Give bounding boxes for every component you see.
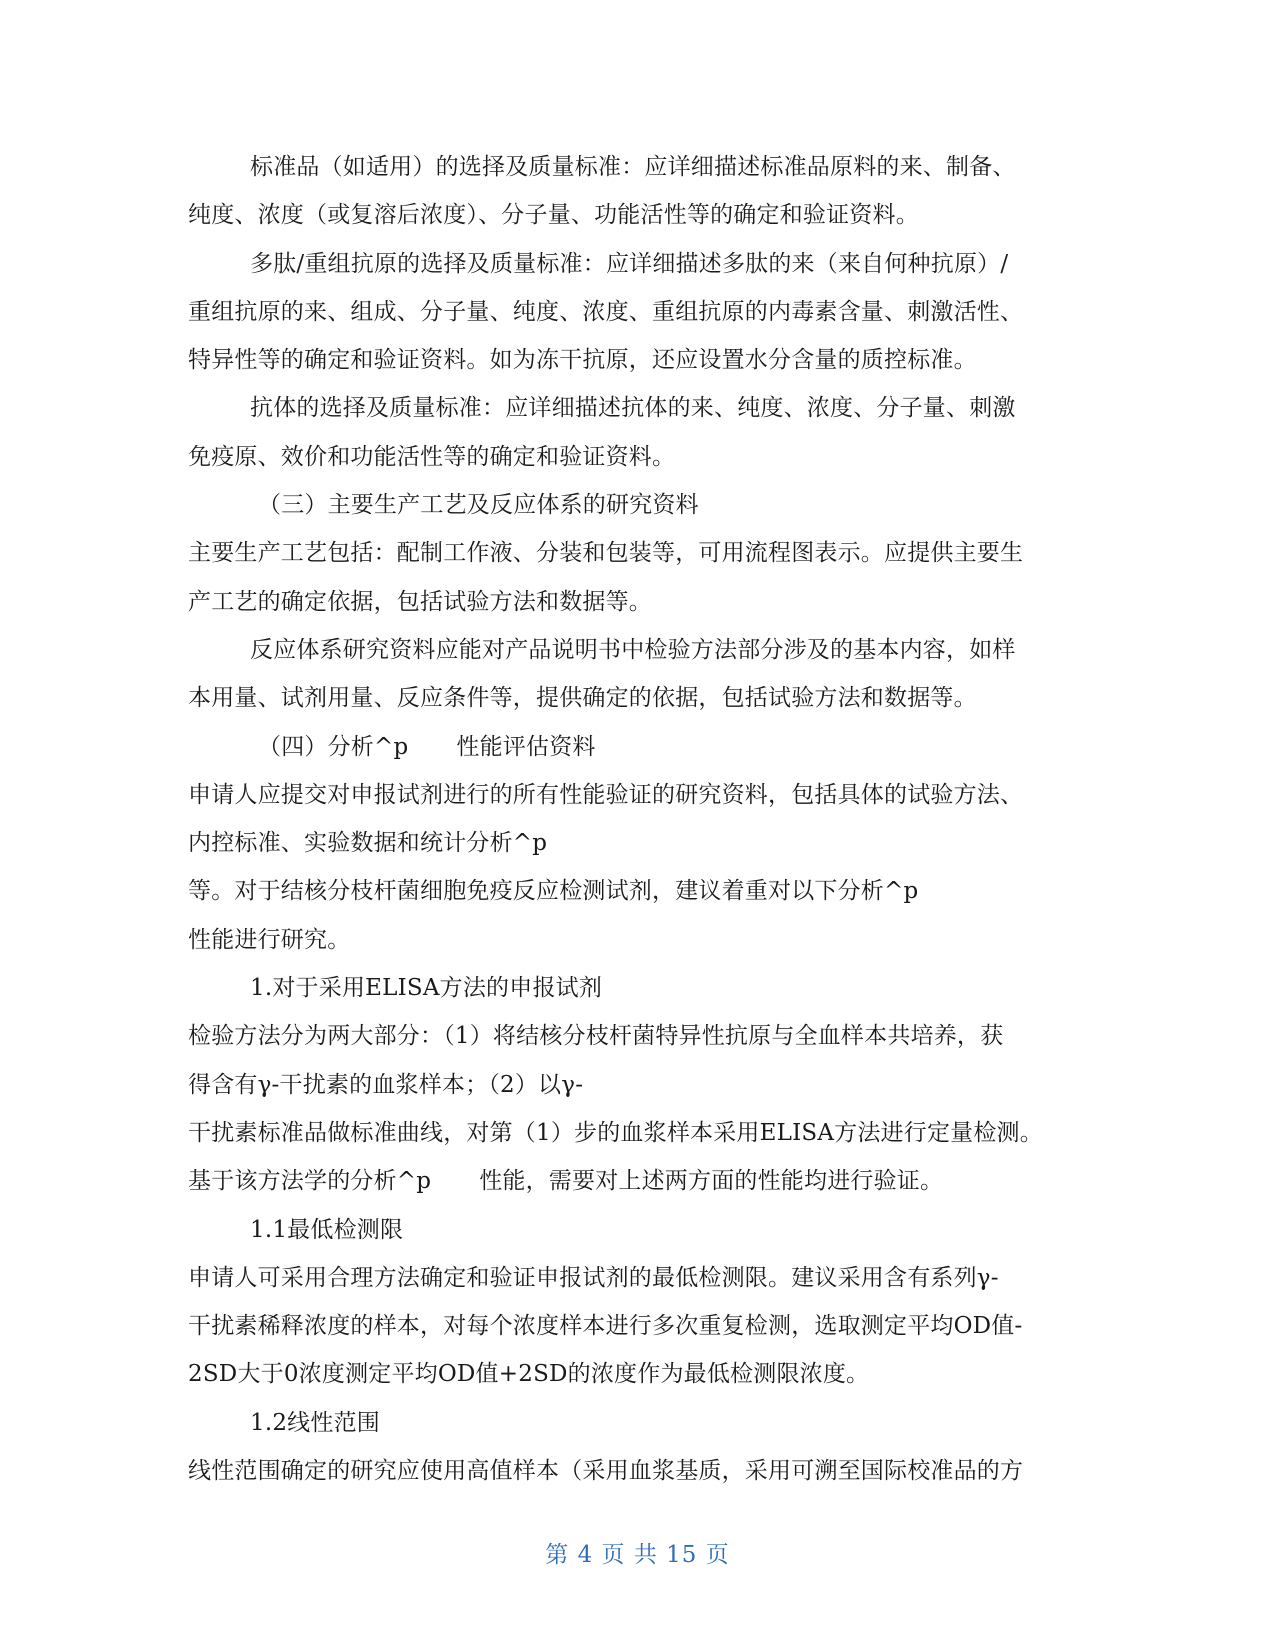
footer-mid: 页 共 — [601, 1542, 658, 1568]
page-footer — [0, 1536, 1275, 1569]
paragraph-line: 2SD大于0浓度测定平均OD值+2SD的浓度作为最低检测限浓度。 — [188, 1361, 870, 1388]
paragraph-line: 反应体系研究资料应能对产品说明书中检验方法部分涉及的基本内容，如样 — [250, 636, 1016, 663]
paragraph-line: 得含有γ-干扰素的血浆样本；（2）以γ- — [188, 1071, 584, 1098]
section-heading-part: 性能评估资料 — [456, 733, 596, 760]
section-heading-part: （四）分析^p — [258, 733, 409, 760]
paragraph-line-part: 基于该方法学的分析^p — [188, 1168, 432, 1195]
paragraph-line: 申请人应提交对申报试剂进行的所有性能验证的研究资料，包括具体的试验方法、 — [188, 781, 1024, 808]
subsection-heading: 1.2线性范围 — [250, 1409, 380, 1436]
paragraph-line: 主要生产工艺包括：配制工作液、分装和包装等，可用流程图表示。应提供主要生 — [188, 540, 1024, 567]
paragraph-line: 特异性等的确定和验证资料。如为冻干抗原，还应设置水分含量的质控标准。 — [188, 347, 977, 374]
footer-page-number: 4 — [577, 1542, 594, 1568]
paragraph-line: 申请人可采用合理方法确定和验证申报试剂的最低检测限。建议采用含有系列γ- — [188, 1264, 999, 1291]
paragraph-line: 抗体的选择及质量标准：应详细描述抗体的来、纯度、浓度、分子量、刺激 — [250, 395, 1016, 422]
paragraph-line — [188, 1157, 1088, 1205]
paragraph-line: 检验方法分为两大部分：（1）将结核分枝杆菌特异性抗原与全血样本共培养，获 — [188, 1023, 1004, 1050]
document-body — [188, 143, 1088, 1495]
paragraph-line: 纯度、浓度（或复溶后浓度）、分子量、功能活性等的确定和验证资料。 — [188, 202, 919, 229]
paragraph-line: 本用量、试剂用量、反应条件等，提供确定的依据，包括试验方法和数据等。 — [188, 685, 977, 712]
footer-prefix: 第 — [545, 1542, 570, 1568]
footer-suffix: 页 — [705, 1542, 730, 1568]
section-heading: （三）主要生产工艺及反应体系的研究资料 — [258, 492, 699, 519]
subsection-heading: 1.对于采用ELISA方法的申报试剂 — [250, 975, 603, 1002]
paragraph-line: 重组抗原的来、组成、分子量、纯度、浓度、重组抗原的内毒素含量、刺激活性、 — [188, 298, 1024, 325]
paragraph-line: 干扰素标准品做标准曲线，对第（1）步的血浆样本采用ELISA方法进行定量检测。 — [188, 1119, 1043, 1146]
paragraph-line: 多肽/重组抗原的选择及质量标准：应详细描述多肽的来（来自何种抗原）/ — [250, 250, 1009, 277]
paragraph-line: 线性范围确定的研究应使用高值样本（采用血浆基质，采用可溯至国际校准品的方 — [188, 1458, 1024, 1485]
paragraph-line: 性能进行研究。 — [188, 926, 351, 953]
paragraph-line: 产工艺的确定依据，包括试验方法和数据等。 — [188, 588, 652, 615]
paragraph-line: 标准品（如适用）的选择及质量标准：应详细描述标准品原料的来、制备、 — [250, 154, 1016, 180]
paragraph-line: 免疫原、效价和功能活性等的确定和验证资料。 — [188, 443, 676, 470]
section-heading — [188, 723, 1088, 771]
subsection-heading: 1.1最低检测限 — [250, 1216, 404, 1243]
paragraph-line: 内控标准、实验数据和统计分析^p — [188, 830, 548, 857]
paragraph-line: 等。对于结核分枝杆菌细胞免疫反应检测试剂，建议着重对以下分析^p — [188, 878, 919, 905]
footer-total-pages: 15 — [666, 1542, 698, 1568]
paragraph-line: 干扰素稀释浓度的样本，对每个浓度样本进行多次重复检测，选取测定平均OD值- — [188, 1313, 1023, 1340]
paragraph-line-part: 性能，需要对上述两方面的性能均进行验证。 — [479, 1168, 944, 1195]
